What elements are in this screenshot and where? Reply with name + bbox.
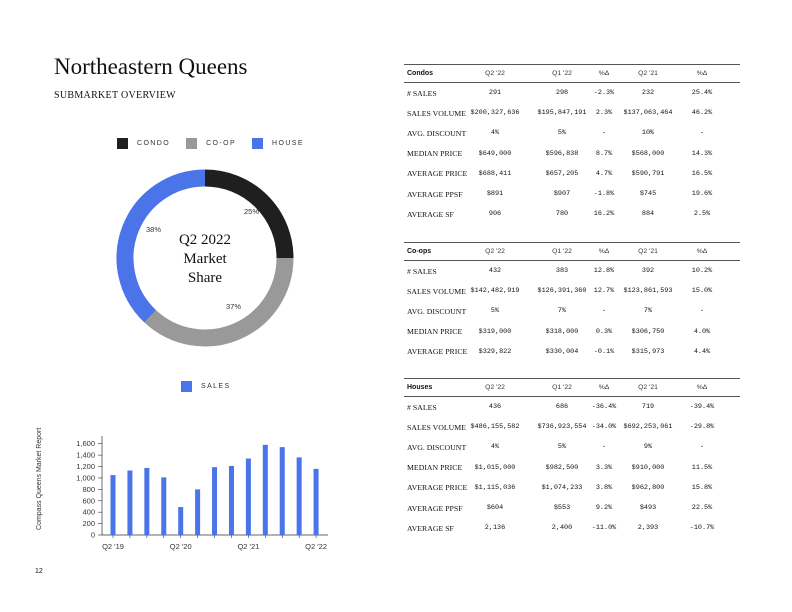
- table-row: [404, 261, 740, 281]
- table-cell: 4.4%: [693, 347, 711, 356]
- table-cell: 4%: [490, 129, 500, 138]
- column-header: Q2 '21: [638, 384, 658, 391]
- table-title: Condos: [407, 70, 434, 77]
- legend-label-sales: SALES: [201, 383, 231, 390]
- table-cell: $315,973: [631, 347, 665, 356]
- table-row: [404, 144, 740, 164]
- table-cell: 19.6%: [691, 190, 713, 199]
- sales-legend: [181, 381, 231, 392]
- table-row: [404, 164, 740, 184]
- table-cell: 9%: [643, 443, 653, 452]
- row-label: AVG. DISCOUNT: [407, 442, 467, 452]
- y-tick-label: 800: [82, 484, 95, 494]
- table-row: [404, 322, 740, 342]
- table-cell: -: [601, 443, 607, 452]
- y-tick-label: 1,400: [76, 450, 95, 460]
- slice-label-house: 38%: [146, 225, 162, 234]
- table-cell: -: [601, 129, 607, 138]
- table-cell: $195,847,191: [537, 109, 587, 118]
- table-cell: 298: [555, 89, 569, 98]
- column-header: Q2 '22: [485, 70, 505, 77]
- table-cell: $1,115,036: [474, 483, 516, 492]
- row-label: AVG. DISCOUNT: [407, 128, 467, 138]
- table-cell: -0.1%: [593, 347, 615, 356]
- condos-table: [404, 64, 740, 224]
- table-row: [404, 498, 740, 518]
- table-cell: 8.7%: [595, 149, 613, 158]
- table-row: [404, 417, 740, 437]
- donut-center-label: [150, 231, 260, 288]
- sales-bar: [178, 507, 183, 535]
- table-header: [404, 64, 740, 83]
- table-header: [404, 242, 740, 261]
- table-row: [404, 458, 740, 478]
- legend-swatch-condo: [117, 138, 128, 149]
- row-label: AVERAGE PPSF: [407, 503, 463, 513]
- row-label: SALES VOLUME: [407, 286, 466, 296]
- sales-bar: [229, 466, 234, 535]
- column-header: %Δ: [598, 384, 610, 391]
- y-tick-label: 600: [82, 496, 95, 506]
- table-row: [404, 184, 740, 204]
- table-cell: 436: [488, 403, 502, 412]
- row-label: AVERAGE PRICE: [407, 169, 468, 179]
- table-cell: 2,393: [637, 524, 659, 533]
- table-cell: 232: [641, 89, 655, 98]
- table-cell: 2,400: [551, 524, 573, 533]
- legend-label-house: HOUSE: [272, 140, 304, 147]
- table-cell: $910,000: [631, 463, 665, 472]
- table-cell: $329,822: [478, 347, 512, 356]
- y-tick-label: 400: [82, 507, 95, 517]
- table-cell: 9.2%: [595, 504, 613, 513]
- table-cell: 686: [555, 403, 569, 412]
- table-cell: 16.5%: [691, 169, 713, 178]
- column-header: Q1 '22: [552, 384, 572, 391]
- table-cell: $137,063,464: [623, 109, 673, 118]
- table-cell: 3.8%: [595, 483, 613, 492]
- sales-bar: [314, 469, 319, 535]
- row-label: # SALES: [407, 266, 437, 276]
- houses-table: [404, 378, 740, 538]
- table-cell: -: [601, 307, 607, 316]
- table-cell: $657,205: [545, 169, 579, 178]
- column-header: Q1 '22: [552, 248, 572, 255]
- row-label: AVERAGE PPSF: [407, 189, 463, 199]
- table-cell: $692,253,061: [623, 423, 673, 432]
- table-row: [404, 204, 740, 224]
- row-label: MEDIAN PRICE: [407, 463, 463, 473]
- coops-table: [404, 242, 740, 362]
- column-header: Q2 '21: [638, 248, 658, 255]
- table-cell: -29.8%: [689, 423, 715, 432]
- table-cell: 10.2%: [691, 267, 713, 276]
- table-cell: $486,155,582: [470, 423, 520, 432]
- table-cell: 22.5%: [691, 504, 713, 513]
- x-tick-label: Q2 '19: [102, 542, 124, 551]
- table-cell: 5%: [490, 307, 500, 316]
- table-cell: 46.2%: [691, 109, 713, 118]
- table-cell: 291: [488, 89, 502, 98]
- sales-bar: [144, 468, 149, 535]
- table-cell: 4.7%: [595, 169, 613, 178]
- table-cell: $745: [639, 190, 657, 199]
- sales-bar-chart: [58, 428, 338, 558]
- table-cell: 16.2%: [593, 210, 615, 219]
- table-cell: 2.3%: [595, 109, 613, 118]
- sales-bar: [195, 489, 200, 535]
- row-label: AVERAGE PRICE: [407, 483, 468, 493]
- table-cell: 0.3%: [595, 327, 613, 336]
- row-label: # SALES: [407, 402, 437, 412]
- column-header: %Δ: [696, 384, 708, 391]
- table-cell: $200,327,636: [470, 109, 520, 118]
- table-cell: $126,391,360: [537, 287, 587, 296]
- column-header: %Δ: [696, 248, 708, 255]
- row-label: AVG. DISCOUNT: [407, 306, 467, 316]
- table-cell: 4%: [490, 443, 500, 452]
- table-cell: $596,838: [545, 149, 579, 158]
- table-row: [404, 123, 740, 143]
- table-cell: 906: [488, 210, 502, 219]
- legend-label-coop: CO-OP: [206, 140, 237, 147]
- table-cell: 392: [641, 267, 655, 276]
- table-cell: 7%: [643, 307, 653, 316]
- sales-bar: [280, 447, 285, 535]
- column-header: Q2 '22: [485, 248, 505, 255]
- table-row: [404, 281, 740, 301]
- legend-swatch-house: [252, 138, 263, 149]
- column-header: %Δ: [598, 70, 610, 77]
- page-subtitle: SUBMARKET OVERVIEW: [54, 90, 176, 101]
- y-tick-label: 1,200: [76, 462, 95, 472]
- table-cell: -: [699, 307, 705, 316]
- row-label: SALES VOLUME: [407, 422, 466, 432]
- table-cell: $688,411: [478, 169, 512, 178]
- table-cell: $982,500: [545, 463, 579, 472]
- table-row: [404, 518, 740, 538]
- y-tick-label: 0: [90, 530, 95, 540]
- table-cell: 780: [555, 210, 569, 219]
- table-cell: 884: [641, 210, 655, 219]
- legend-swatch-coop: [186, 138, 197, 149]
- table-cell: -34.0%: [591, 423, 617, 432]
- sales-bar: [161, 477, 166, 535]
- sales-bar: [263, 445, 268, 535]
- table-cell: 11.5%: [691, 463, 713, 472]
- table-cell: -: [699, 443, 705, 452]
- table-cell: 5%: [557, 443, 567, 452]
- table-cell: 2,136: [484, 524, 506, 533]
- row-label: # SALES: [407, 88, 437, 98]
- row-label: SALES VOLUME: [407, 108, 466, 118]
- sales-bar: [127, 471, 132, 535]
- table-cell: -2.3%: [593, 89, 615, 98]
- table-row: [404, 83, 740, 103]
- table-cell: -: [699, 129, 705, 138]
- table-cell: $590,791: [631, 169, 665, 178]
- table-cell: 3.3%: [595, 463, 613, 472]
- table-cell: $318,000: [545, 327, 579, 336]
- table-cell: -11.0%: [591, 524, 617, 533]
- table-cell: $568,000: [631, 149, 665, 158]
- table-cell: 7%: [557, 307, 567, 316]
- table-cell: $891: [486, 190, 504, 199]
- donut-center-line-2: Market: [183, 251, 227, 267]
- table-cell: -39.4%: [689, 403, 715, 412]
- table-cell: 383: [555, 267, 569, 276]
- x-tick-label: Q2 '21: [237, 542, 260, 551]
- page-number: 12: [35, 568, 43, 575]
- table-title: Co-ops: [407, 248, 432, 255]
- donut-center-line-3: Share: [187, 270, 223, 286]
- table-cell: $649,000: [478, 149, 512, 158]
- table-cell: 12.7%: [593, 287, 615, 296]
- table-cell: $1,015,000: [474, 463, 516, 472]
- market-share-legend: [117, 138, 304, 149]
- table-cell: $330,004: [545, 347, 579, 356]
- table-cell: 2.5%: [693, 210, 711, 219]
- table-cell: $142,482,919: [470, 287, 520, 296]
- table-row: [404, 342, 740, 362]
- y-tick-label: 200: [82, 519, 95, 529]
- table-cell: $604: [486, 504, 504, 513]
- slice-label-coop: 37%: [226, 302, 242, 311]
- sales-bar: [297, 457, 302, 535]
- sales-bar: [212, 467, 217, 535]
- table-cell: $319,000: [478, 327, 512, 336]
- table-row: [404, 478, 740, 498]
- table-row: [404, 103, 740, 123]
- table-cell: 10%: [641, 129, 655, 138]
- column-header: %Δ: [696, 70, 708, 77]
- y-tick-label: 1,000: [76, 473, 95, 483]
- table-cell: 4.0%: [693, 327, 711, 336]
- column-header: %Δ: [598, 248, 610, 255]
- table-cell: $907: [553, 190, 571, 199]
- report-sidebar-text: Compass Queens Market Report: [36, 427, 43, 530]
- table-cell: -1.8%: [593, 190, 615, 199]
- table-cell: $736,923,554: [537, 423, 587, 432]
- column-header: Q1 '22: [552, 70, 572, 77]
- table-cell: $493: [639, 504, 657, 513]
- row-label: AVERAGE PRICE: [407, 347, 468, 357]
- legend-label-condo: CONDO: [137, 140, 171, 147]
- table-cell: $553: [553, 504, 571, 513]
- table-cell: 719: [641, 403, 655, 412]
- sales-bar: [111, 475, 116, 535]
- table-cell: $962,800: [631, 483, 665, 492]
- row-label: AVERAGE SF: [407, 523, 454, 533]
- y-tick-label: 1,600: [76, 439, 95, 449]
- column-header: Q2 '21: [638, 70, 658, 77]
- column-header: Q2 '22: [485, 384, 505, 391]
- row-label: MEDIAN PRICE: [407, 327, 463, 337]
- table-cell: $306,750: [631, 327, 665, 336]
- table-cell: 5%: [557, 129, 567, 138]
- row-label: MEDIAN PRICE: [407, 149, 463, 159]
- row-label: AVERAGE SF: [407, 209, 454, 219]
- table-cell: -10.7%: [689, 524, 715, 533]
- x-tick-label: Q2 '20: [169, 542, 192, 551]
- sales-bar: [246, 459, 251, 535]
- legend-swatch-sales: [181, 381, 192, 392]
- table-cell: 25.4%: [691, 89, 713, 98]
- table-title: Houses: [407, 384, 433, 391]
- table-row: [404, 397, 740, 417]
- donut-center-line-1: Q2 2022: [178, 232, 232, 248]
- table-cell: -36.4%: [591, 403, 617, 412]
- x-tick-label: Q2 '22: [305, 542, 328, 551]
- table-cell: 12.8%: [593, 267, 615, 276]
- table-cell: 15.0%: [691, 287, 713, 296]
- table-header: [404, 378, 740, 397]
- table-cell: 14.3%: [691, 149, 713, 158]
- table-row: [404, 437, 740, 457]
- table-cell: 15.8%: [691, 483, 713, 492]
- table-cell: 432: [488, 267, 502, 276]
- table-cell: $1,074,233: [541, 483, 583, 492]
- slice-label-condo: 25%: [244, 207, 260, 216]
- table-cell: $123,861,593: [623, 287, 673, 296]
- table-row: [404, 301, 740, 321]
- page-title: Northeastern Queens: [54, 54, 248, 79]
